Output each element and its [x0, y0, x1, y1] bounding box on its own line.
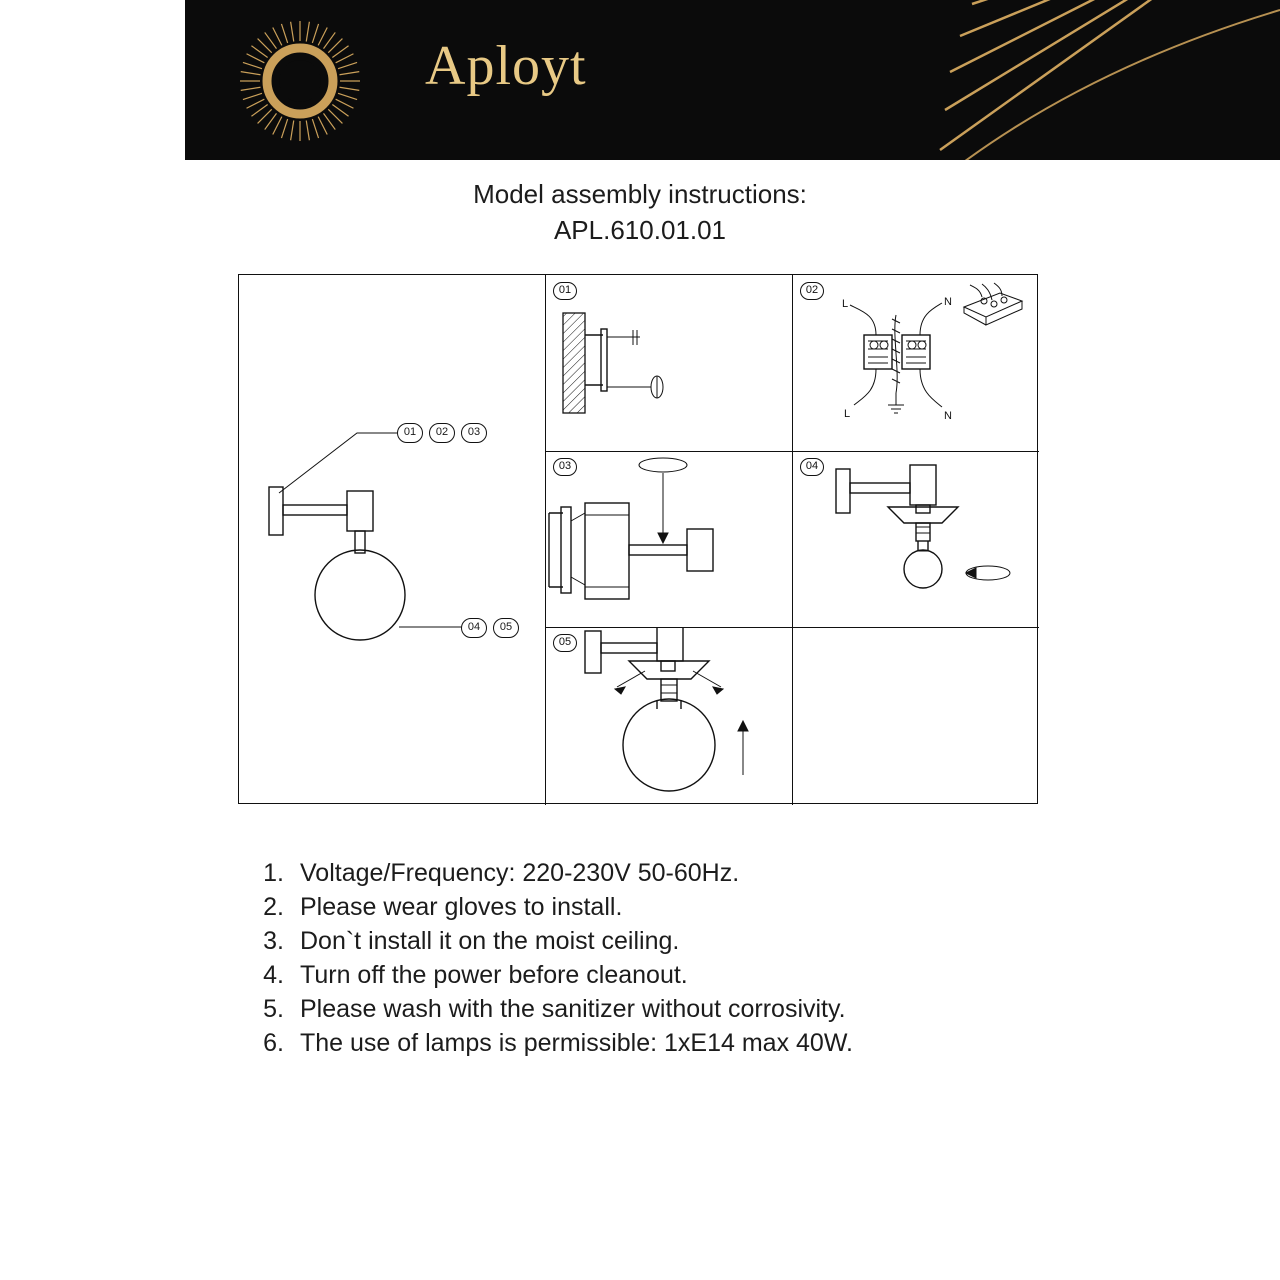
assembly-diagram — [238, 274, 1038, 804]
brand-name: Aployt — [425, 35, 587, 97]
note-text: Please wear gloves to install. — [300, 893, 623, 921]
note-text: Turn off the power before cleanout. — [300, 961, 688, 989]
note-number: 5. — [263, 995, 284, 1023]
svg-text:N: N — [944, 410, 952, 422]
callout-pill-02: 02 — [429, 423, 455, 443]
note-text: Don`t install it on the moist ceiling. — [300, 927, 680, 955]
step-cell-04 — [792, 451, 1039, 627]
sunburst-circle-icon — [235, 16, 365, 146]
radial-rays-icon — [880, 0, 1280, 160]
page-title — [0, 176, 1280, 248]
empty-cell — [792, 627, 1039, 805]
step-03-drawing — [545, 451, 792, 627]
svg-text:N: N — [944, 296, 952, 308]
note-number: 1. — [263, 859, 284, 887]
step-badge-02: 02 — [800, 282, 824, 300]
list-item — [238, 992, 1078, 1026]
page-title-line2: APL.610.01.01 — [553, 215, 727, 245]
step-cell-03 — [545, 451, 792, 627]
list-item — [238, 1026, 1078, 1060]
callout-pill-04: 04 — [461, 618, 487, 638]
note-text: Voltage/Frequency: 220-230V 50-60Hz. — [300, 859, 740, 887]
callout-group-top — [397, 423, 487, 443]
step-01-drawing — [545, 275, 792, 451]
step-cell-02 — [792, 275, 1039, 451]
list-item — [238, 958, 1078, 992]
list-item — [238, 924, 1078, 958]
page-title-line1: Model assembly instructions: — [473, 179, 807, 209]
callout-pill-05: 05 — [493, 618, 519, 638]
callout-pill-01: 01 — [397, 423, 423, 443]
step-badge-03: 03 — [553, 458, 577, 476]
step-badge-04: 04 — [800, 458, 824, 476]
note-text: Please wash with the sanitizer without corrosivity. — [300, 995, 846, 1023]
note-number: 4. — [263, 961, 284, 989]
note-number: 2. — [263, 893, 284, 921]
step-cell-05 — [545, 627, 792, 805]
instruction-notes-list — [238, 856, 1078, 1060]
list-item — [238, 856, 1078, 890]
step-cell-01 — [545, 275, 792, 451]
callout-pill-03: 03 — [461, 423, 487, 443]
step-04-drawing — [792, 451, 1039, 627]
overview-cell — [239, 275, 545, 805]
step-05-drawing — [545, 627, 792, 805]
step-badge-05: 05 — [553, 634, 577, 652]
step-02-drawing — [792, 275, 1039, 451]
note-number: 3. — [263, 927, 284, 955]
header-banner — [185, 0, 1280, 160]
list-item — [238, 890, 1078, 924]
note-text: The use of lamps is permissible: 1xE14 max 40W. — [300, 1029, 854, 1057]
note-number: 6. — [263, 1029, 284, 1057]
svg-text:L: L — [842, 298, 849, 310]
svg-text:L: L — [844, 408, 851, 420]
callout-group-bottom — [461, 618, 519, 638]
overview-lamp-drawing — [239, 275, 545, 805]
step-badge-01: 01 — [553, 282, 577, 300]
